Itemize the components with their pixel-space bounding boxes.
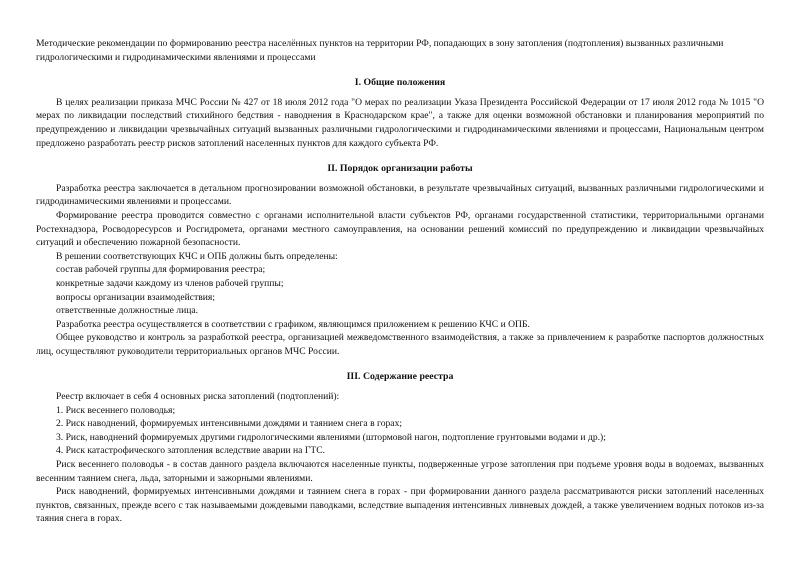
paragraph: Разработка реестра заключается в детальном прогнозировании возможной обстановки, в результате чрезвычайных ситуаций, вызванных различными гидрологическими и гидродинамическими явлениями и процессами. <box>36 182 764 208</box>
list-item: 4. Риск катастрофического затопления вследствие аварии на ГТС. <box>56 445 326 457</box>
paragraph: Разработка реестра осуществляется в соответствии с графиком, являющимся приложением к решению КЧС и ОПБ. <box>56 318 530 330</box>
paragraph: Реестр включает в себя 4 основных риска затоплений (подтоплений): <box>56 391 340 403</box>
paragraph: Общее руководство и контроль за разработкой реестра, организацией межведомственного взаимодействия, а также за привлечением к разработке паспортов должностных лиц, осуществляют руководители территориальных органов МЧС России. <box>36 332 764 357</box>
list-item: конкретные задачи каждому из членов рабочей группы; <box>56 277 284 289</box>
list-item: 3. Риск, наводнений формируемых другими гидрологическими явлениями (штормовой нагон, подтопление грунтовыми водами и др.); <box>56 431 606 443</box>
list-item: ответственные должностные лица. <box>56 305 198 317</box>
section-organization <box>36 162 764 358</box>
paragraph: В решении соответствующих КЧС и ОПБ должны быть определены: <box>56 250 338 262</box>
paragraph: В целях реализации приказа МЧС России № 427 от 18 июля 2012 года "О мерах по реализации Указа Президента Российской Федерации от 17 июля 2012 года № 1015 "О мерах по ликвидации последствий стихийного бедствия - наводнения в Краснодарском крае", а также для оценки возможной обстановки и планирования мероприятий по предупреждению и ликвидации чрезвычайных ситуаций вызванных различными гидрологическими и гидродинамическими явлениями и процессами, Национальным центром предложено разработать реестр рисков затоплений населенных пунктов для каждого субъекта РФ. <box>36 96 764 149</box>
section-heading: III. Содержание реестра <box>346 371 454 383</box>
paragraph: Риск весеннего половодья - в состав данного раздела включаются населенные пункты, подверженные угрозе затопления при подъеме уровня воды в водоемах, вызванных весенним таянием снега, льда, заторными и зажорными явлениями. <box>36 459 764 484</box>
paragraph: Риск наводнений, формируемых интенсивными дождями и таянием снега в горах - при формировании данного раздела рассматриваются риски затоплений населенных пунктов, связанных, прежде всего с так называемыми дождевыми паводками, вследствие выпадения интенсивных ливневых дождей, а также увеличением водных потоков из-за таяния снега в горах. <box>36 486 764 525</box>
document-title: Методические рекомендации по формированию реестра населённых пунктов на территории РФ, попадающих в зону затопления (подтопления) вызванных различными гидрологическими и гидродинамическими явлениями и процессами <box>36 38 724 63</box>
list-item: состав рабочей группы для формирования реестра; <box>56 264 266 276</box>
section-general <box>36 76 764 150</box>
list-item: вопросы организации взаимодействия; <box>56 291 216 303</box>
section-heading: II. Порядок организации работы <box>327 163 473 175</box>
section-heading: I. Общие положения <box>354 77 446 89</box>
list-item: 1. Риск весеннего половодья; <box>56 404 176 416</box>
list-item: 2. Риск наводнений, формируемых интенсивными дождями и таянием снега в горах; <box>56 418 403 430</box>
paragraph: Формирование реестра проводится совместно с органами исполнительной власти субъектов РФ, органами государственной статистики, территориальными органами Ростехнадзора, Росводоресурсов и Росгидромета, органами местного самоуправления, на основании решений комиссий по предупреждению и ликвидации чрезвычайных ситуаций и обеспечению пожарной безопасности. <box>36 209 764 249</box>
section-contents <box>36 370 764 526</box>
